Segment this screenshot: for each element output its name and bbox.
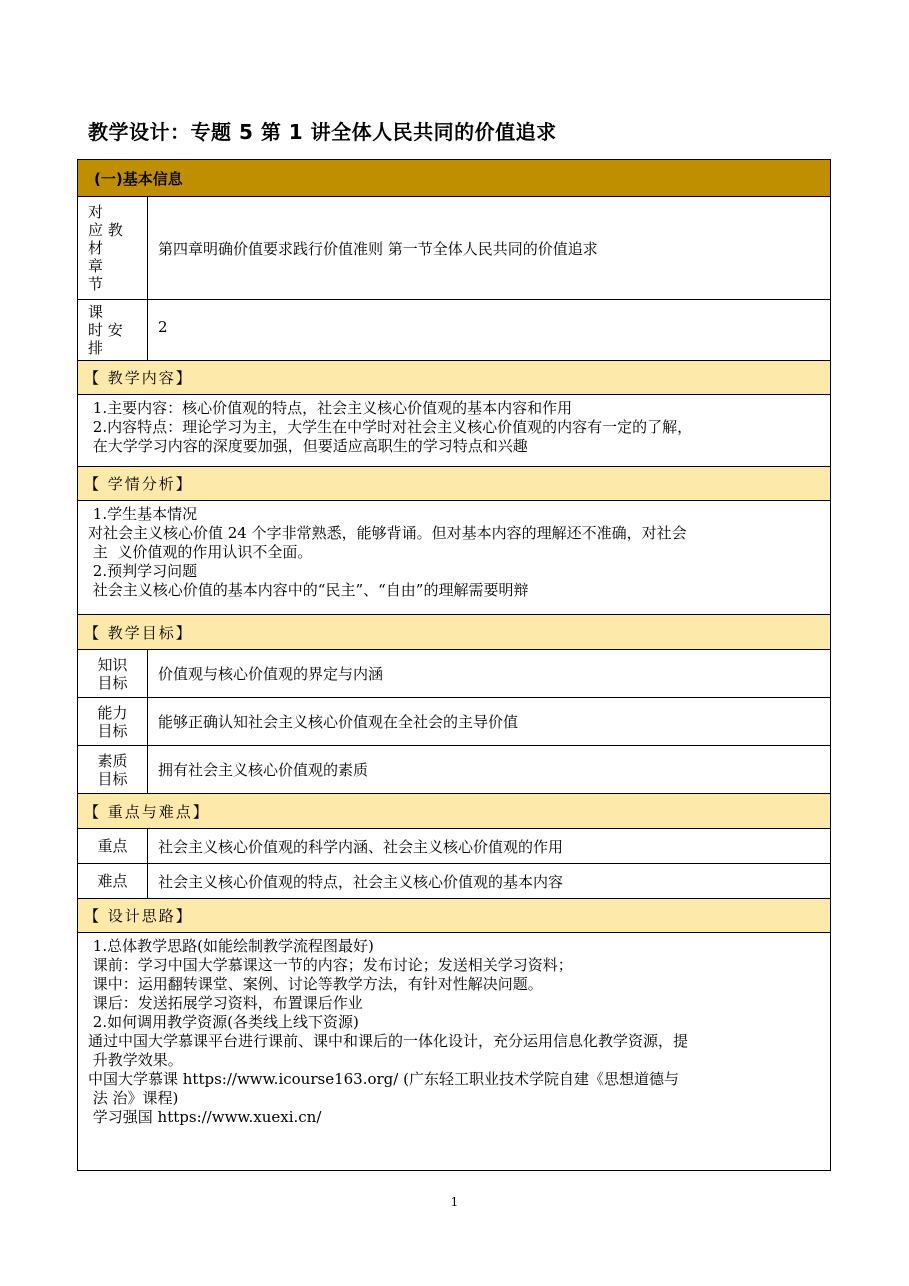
goal-label-quality: 素质 目标	[78, 746, 148, 794]
key-point-value: 社会主义核心价值观的科学内涵、社会主义核心价值观的作用	[148, 829, 831, 864]
analysis-line: 对社会主义核心价值 24 个字非常熟悉，能够背诵。但对基本内容的理解还不准确，对社会	[88, 524, 687, 542]
design-header: 【 设计思路】	[78, 899, 831, 933]
lesson-plan-table	[77, 159, 831, 1171]
content-line: 2.内容特点：理论学习为主，大学生在中学时对社会主义核心价值观的内容有一定的了解，	[88, 418, 693, 436]
analysis-body	[78, 501, 831, 615]
analysis-header: 【 学情分析】	[78, 467, 831, 501]
design-line: 中国大学慕课 https://www.icourse163.org/ (广东轻工职业技术学院自建《思想道德与	[88, 1070, 679, 1088]
design-line: 法 治》课程)	[88, 1089, 179, 1107]
design-line: 1.总体教学思路(如能绘制教学流程图最好)	[88, 937, 374, 955]
difficulty-label: 难点	[78, 864, 148, 899]
hours-label: 课 时 安 排	[78, 300, 148, 361]
goal-value-quality: 拥有社会主义核心价值观的素质	[148, 746, 831, 794]
goal-value-knowledge: 价值观与核心价值观的界定与内涵	[148, 650, 831, 698]
page-number: 1	[450, 1195, 459, 1209]
goal-label-ability: 能力 目标	[78, 698, 148, 746]
hours-value: 2	[148, 300, 831, 361]
design-line: 课后：发送拓展学习资料，布置课后作业	[88, 994, 363, 1012]
basic-info-header: (一)基本信息	[78, 160, 831, 197]
analysis-line: 2.预判学习问题	[88, 562, 198, 580]
key-point-label: 重点	[78, 829, 148, 864]
analysis-line: 主 义价值观的作用认识不全面。	[88, 543, 313, 561]
chapter-label: 对 应 教 材 章 节	[78, 197, 148, 300]
difficulty-value: 社会主义核心价值观的特点，社会主义核心价值观的基本内容	[148, 864, 831, 899]
analysis-line: 1.学生基本情况	[88, 505, 198, 523]
design-line: 课中：运用翻转课堂、案例、讨论等教学方法，有针对性解决问题。	[88, 975, 543, 993]
chapter-value: 第四章明确价值要求践行价值准则 第一节全体人民共同的价值追求	[148, 197, 831, 300]
goals-header: 【 教学目标】	[78, 615, 831, 650]
design-line: 升教学效果。	[88, 1051, 183, 1069]
analysis-line: 社会主义核心价值的基本内容中的“民主”、“自由”的理解需要明辩	[88, 581, 529, 599]
content-line: 1.主要内容：核心价值观的特点，社会主义核心价值观的基本内容和作用	[88, 399, 573, 417]
goal-label-knowledge: 知识 目标	[78, 650, 148, 698]
design-body	[78, 933, 831, 1171]
page-title: 教学设计：专题 5 第 1 讲全体人民共同的价值追求	[88, 120, 557, 144]
design-line: 课前：学习中国大学慕课这一节的内容；发布讨论；发送相关学习资料；	[88, 956, 573, 974]
design-line: 2.如何调用教学资源(各类线上线下资源)	[88, 1013, 359, 1031]
content-header: 【 教学内容】	[78, 361, 831, 395]
design-line: 学习强国 https://www.xuexi.cn/	[88, 1108, 322, 1126]
key-points-header: 【 重点与难点】	[78, 794, 831, 829]
content-line: 在大学学习内容的深度要加强，但要适应高职生的学习特点和兴趣	[88, 437, 528, 455]
design-line: 通过中国大学慕课平台进行课前、课中和课后的一体化设计，充分运用信息化教学资源，提	[88, 1032, 689, 1050]
content-body	[78, 395, 831, 467]
goal-value-ability: 能够正确认知社会主义核心价值观在全社会的主导价值	[148, 698, 831, 746]
